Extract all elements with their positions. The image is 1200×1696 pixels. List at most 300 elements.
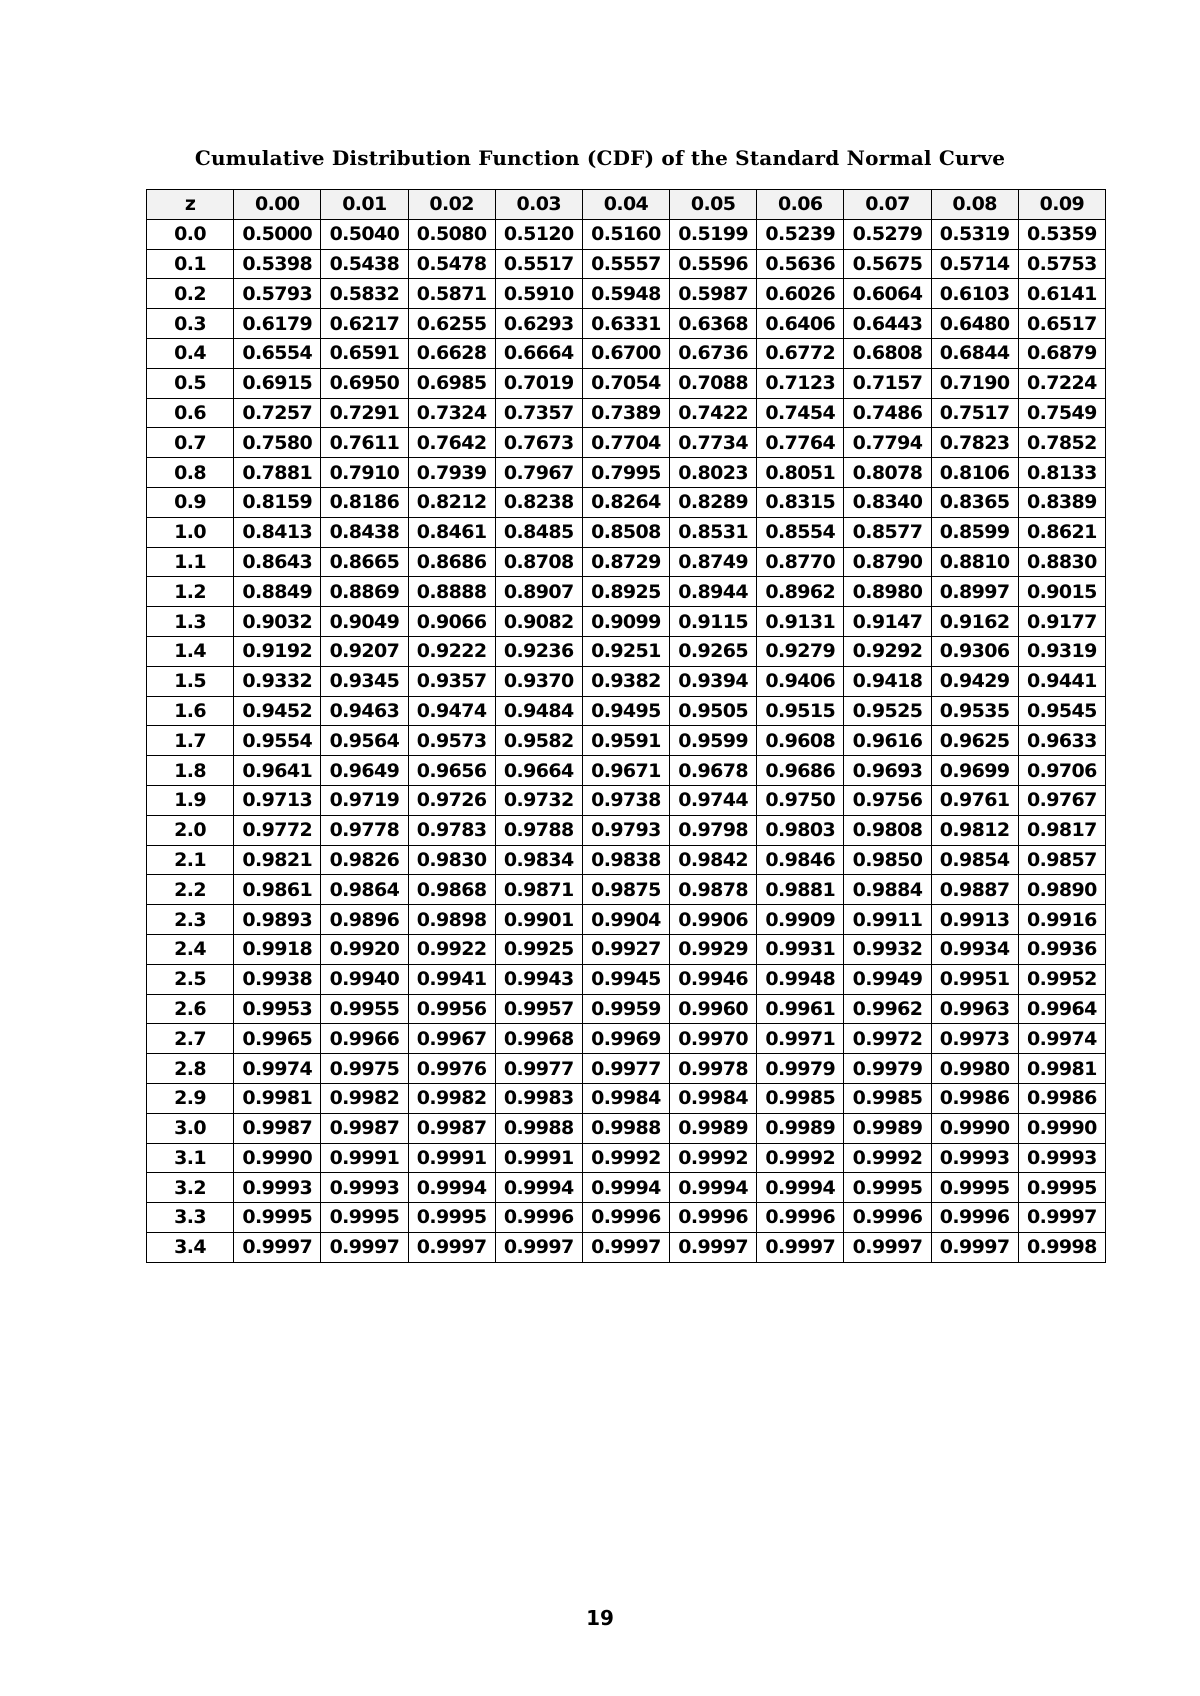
table-cell: 0.5793 [234, 279, 321, 309]
table-cell: 0.9236 [495, 636, 582, 666]
table-cell: 0.8810 [931, 547, 1018, 577]
table-cell: 0.8599 [931, 517, 1018, 547]
table-cell: 0.5279 [844, 219, 931, 249]
table-cell: 0.6879 [1018, 338, 1105, 368]
table-cell: 0.9066 [408, 607, 495, 637]
table-cell: 0.9989 [670, 1113, 757, 1143]
table-cell: 0.6480 [931, 309, 1018, 339]
table-cell: 0.9641 [234, 756, 321, 786]
table-cell: 0.8997 [931, 577, 1018, 607]
table-cell: 0.9131 [757, 607, 844, 637]
table-cell: 0.5517 [495, 249, 582, 279]
table-cell: 0.9992 [670, 1143, 757, 1173]
table-cell: 0.9995 [1018, 1173, 1105, 1203]
row-header-z: 1.7 [147, 726, 234, 756]
table-cell: 0.9977 [582, 1054, 669, 1084]
row-header-z: 3.1 [147, 1143, 234, 1173]
table-cell: 0.9997 [234, 1232, 321, 1262]
table-row [147, 1024, 1106, 1054]
row-header-z: 2.4 [147, 934, 234, 964]
row-header-z: 1.5 [147, 666, 234, 696]
table-cell: 0.9934 [931, 934, 1018, 964]
table-cell: 0.6406 [757, 309, 844, 339]
table-cell: 0.9974 [1018, 1024, 1105, 1054]
table-cell: 0.7794 [844, 428, 931, 458]
table-cell: 0.7939 [408, 458, 495, 488]
table-cell: 0.8907 [495, 577, 582, 607]
table-cell: 0.9842 [670, 845, 757, 875]
table-cell: 0.9838 [582, 845, 669, 875]
table-cell: 0.9732 [495, 785, 582, 815]
table-cell: 0.8621 [1018, 517, 1105, 547]
table-cell: 0.5199 [670, 219, 757, 249]
table-cell: 0.9946 [670, 964, 757, 994]
table-cell: 0.9913 [931, 905, 1018, 935]
table-cell: 0.5753 [1018, 249, 1105, 279]
column-header: 0.02 [408, 190, 495, 220]
table-cell: 0.8023 [670, 458, 757, 488]
table-cell: 0.8554 [757, 517, 844, 547]
table-cell: 0.9686 [757, 756, 844, 786]
table-cell: 0.9983 [495, 1083, 582, 1113]
table-cell: 0.9778 [321, 815, 408, 845]
table-cell: 0.7580 [234, 428, 321, 458]
table-cell: 0.9909 [757, 905, 844, 935]
table-cell: 0.9970 [670, 1024, 757, 1054]
table-cell: 0.9788 [495, 815, 582, 845]
table-cell: 0.9713 [234, 785, 321, 815]
table-cell: 0.9995 [844, 1173, 931, 1203]
column-header-z: z [147, 190, 234, 220]
table-cell: 0.9147 [844, 607, 931, 637]
table-cell: 0.9582 [495, 726, 582, 756]
table-cell: 0.9997 [670, 1232, 757, 1262]
table-cell: 0.6026 [757, 279, 844, 309]
table-cell: 0.9990 [234, 1143, 321, 1173]
table-cell: 0.8508 [582, 517, 669, 547]
table-cell: 0.9706 [1018, 756, 1105, 786]
table-cell: 0.9931 [757, 934, 844, 964]
table-cell: 0.8106 [931, 458, 1018, 488]
row-header-z: 2.2 [147, 875, 234, 905]
column-header: 0.08 [931, 190, 1018, 220]
table-cell: 0.9991 [495, 1143, 582, 1173]
table-cell: 0.8264 [582, 487, 669, 517]
column-header: 0.09 [1018, 190, 1105, 220]
table-row [147, 487, 1106, 517]
table-cell: 0.9738 [582, 785, 669, 815]
table-cell: 0.7967 [495, 458, 582, 488]
table-cell: 0.7291 [321, 398, 408, 428]
table-cell: 0.9949 [844, 964, 931, 994]
table-cell: 0.7823 [931, 428, 1018, 458]
table-cell: 0.6591 [321, 338, 408, 368]
table-cell: 0.5675 [844, 249, 931, 279]
table-cell: 0.9982 [321, 1083, 408, 1113]
table-cell: 0.6628 [408, 338, 495, 368]
table-row [147, 934, 1106, 964]
table-cell: 0.9972 [844, 1024, 931, 1054]
row-header-z: 1.3 [147, 607, 234, 637]
table-cell: 0.9932 [844, 934, 931, 964]
table-cell: 0.9938 [234, 964, 321, 994]
table-cell: 0.9896 [321, 905, 408, 935]
row-header-z: 0.2 [147, 279, 234, 309]
table-cell: 0.9904 [582, 905, 669, 935]
table-cell: 0.9429 [931, 666, 1018, 696]
table-cell: 0.6772 [757, 338, 844, 368]
table-cell: 0.8315 [757, 487, 844, 517]
table-cell: 0.5871 [408, 279, 495, 309]
row-header-z: 2.5 [147, 964, 234, 994]
table-cell: 0.9192 [234, 636, 321, 666]
table-row [147, 517, 1106, 547]
table-row [147, 905, 1106, 935]
table-cell: 0.9803 [757, 815, 844, 845]
table-cell: 0.9857 [1018, 845, 1105, 875]
table-cell: 0.9854 [931, 845, 1018, 875]
table-cell: 0.9678 [670, 756, 757, 786]
table-cell: 0.8944 [670, 577, 757, 607]
table-cell: 0.9948 [757, 964, 844, 994]
table-cell: 0.8888 [408, 577, 495, 607]
table-cell: 0.9966 [321, 1024, 408, 1054]
row-header-z: 0.1 [147, 249, 234, 279]
table-cell: 0.9994 [757, 1173, 844, 1203]
table-cell: 0.9452 [234, 696, 321, 726]
table-cell: 0.8159 [234, 487, 321, 517]
table-cell: 0.6141 [1018, 279, 1105, 309]
column-header: 0.06 [757, 190, 844, 220]
table-cell: 0.8980 [844, 577, 931, 607]
table-cell: 0.9988 [582, 1113, 669, 1143]
table-cell: 0.9649 [321, 756, 408, 786]
table-cell: 0.9995 [234, 1203, 321, 1233]
table-cell: 0.9871 [495, 875, 582, 905]
table-cell: 0.9911 [844, 905, 931, 935]
row-header-z: 2.9 [147, 1083, 234, 1113]
table-cell: 0.9989 [844, 1113, 931, 1143]
table-cell: 0.9929 [670, 934, 757, 964]
table-cell: 0.9986 [931, 1083, 1018, 1113]
table-cell: 0.9162 [931, 607, 1018, 637]
table-cell: 0.6736 [670, 338, 757, 368]
table-cell: 0.8051 [757, 458, 844, 488]
table-cell: 0.9985 [757, 1083, 844, 1113]
table-cell: 0.8531 [670, 517, 757, 547]
table-cell: 0.5438 [321, 249, 408, 279]
table-row [147, 428, 1106, 458]
table-cell: 0.7734 [670, 428, 757, 458]
table-cell: 0.9953 [234, 994, 321, 1024]
table-cell: 0.9992 [757, 1143, 844, 1173]
table-cell: 0.9821 [234, 845, 321, 875]
table-cell: 0.9964 [1018, 994, 1105, 1024]
row-header-z: 0.7 [147, 428, 234, 458]
table-cell: 0.9978 [670, 1054, 757, 1084]
table-cell: 0.8577 [844, 517, 931, 547]
table-row [147, 279, 1106, 309]
table-row [147, 458, 1106, 488]
table-row [147, 547, 1106, 577]
table-cell: 0.9535 [931, 696, 1018, 726]
table-cell: 0.9573 [408, 726, 495, 756]
table-cell: 0.5319 [931, 219, 1018, 249]
table-cell: 0.8869 [321, 577, 408, 607]
table-cell: 0.5557 [582, 249, 669, 279]
table-cell: 0.9996 [931, 1203, 1018, 1233]
table-cell: 0.9893 [234, 905, 321, 935]
table-row [147, 249, 1106, 279]
table-cell: 0.6844 [931, 338, 1018, 368]
table-row [147, 1232, 1106, 1262]
table-cell: 0.9505 [670, 696, 757, 726]
table-cell: 0.9981 [1018, 1054, 1105, 1084]
table-cell: 0.7704 [582, 428, 669, 458]
table-cell: 0.9750 [757, 785, 844, 815]
table-row [147, 636, 1106, 666]
table-cell: 0.9868 [408, 875, 495, 905]
table-cell: 0.9992 [844, 1143, 931, 1173]
table-cell: 0.7642 [408, 428, 495, 458]
table-cell: 0.9772 [234, 815, 321, 845]
table-cell: 0.9418 [844, 666, 931, 696]
table-row [147, 726, 1106, 756]
row-header-z: 3.2 [147, 1173, 234, 1203]
row-header-z: 2.6 [147, 994, 234, 1024]
table-cell: 0.9945 [582, 964, 669, 994]
table-cell: 0.8925 [582, 577, 669, 607]
table-cell: 0.5160 [582, 219, 669, 249]
table-cell: 0.8238 [495, 487, 582, 517]
table-cell: 0.9961 [757, 994, 844, 1024]
row-header-z: 1.8 [147, 756, 234, 786]
table-cell: 0.9292 [844, 636, 931, 666]
row-header-z: 2.0 [147, 815, 234, 845]
table-cell: 0.8749 [670, 547, 757, 577]
table-cell: 0.9965 [234, 1024, 321, 1054]
table-cell: 0.9982 [408, 1083, 495, 1113]
table-cell: 0.8485 [495, 517, 582, 547]
table-cell: 0.9974 [234, 1054, 321, 1084]
table-cell: 0.5239 [757, 219, 844, 249]
table-cell: 0.7123 [757, 368, 844, 398]
table-cell: 0.9850 [844, 845, 931, 875]
table-row [147, 1173, 1106, 1203]
table-cell: 0.8340 [844, 487, 931, 517]
table-cell: 0.9981 [234, 1083, 321, 1113]
table-cell: 0.9967 [408, 1024, 495, 1054]
table-row [147, 1054, 1106, 1084]
table-cell: 0.9979 [844, 1054, 931, 1084]
table-cell: 0.7454 [757, 398, 844, 428]
table-cell: 0.9719 [321, 785, 408, 815]
table-cell: 0.9370 [495, 666, 582, 696]
table-cell: 0.5910 [495, 279, 582, 309]
table-cell: 0.9996 [757, 1203, 844, 1233]
row-header-z: 0.6 [147, 398, 234, 428]
table-cell: 0.9890 [1018, 875, 1105, 905]
table-cell: 0.9875 [582, 875, 669, 905]
row-header-z: 2.8 [147, 1054, 234, 1084]
table-cell: 0.9997 [931, 1232, 1018, 1262]
table-cell: 0.9115 [670, 607, 757, 637]
table-cell: 0.6293 [495, 309, 582, 339]
table-cell: 0.7881 [234, 458, 321, 488]
table-cell: 0.8665 [321, 547, 408, 577]
table-cell: 0.9994 [670, 1173, 757, 1203]
table-row [147, 309, 1106, 339]
table-cell: 0.9979 [757, 1054, 844, 1084]
table-cell: 0.5080 [408, 219, 495, 249]
table-cell: 0.8289 [670, 487, 757, 517]
table-cell: 0.9936 [1018, 934, 1105, 964]
column-header: 0.07 [844, 190, 931, 220]
table-cell: 0.9991 [408, 1143, 495, 1173]
row-header-z: 3.0 [147, 1113, 234, 1143]
table-cell: 0.8849 [234, 577, 321, 607]
table-cell: 0.9861 [234, 875, 321, 905]
table-cell: 0.9015 [1018, 577, 1105, 607]
table-cell: 0.7324 [408, 398, 495, 428]
table-cell: 0.9798 [670, 815, 757, 845]
table-cell: 0.6664 [495, 338, 582, 368]
table-cell: 0.8962 [757, 577, 844, 607]
table-cell: 0.7224 [1018, 368, 1105, 398]
table-cell: 0.9887 [931, 875, 1018, 905]
table-cell: 0.8186 [321, 487, 408, 517]
table-cell: 0.9251 [582, 636, 669, 666]
table-cell: 0.9995 [408, 1203, 495, 1233]
table-cell: 0.6808 [844, 338, 931, 368]
table-cell: 0.7422 [670, 398, 757, 428]
table-cell: 0.7389 [582, 398, 669, 428]
row-header-z: 1.9 [147, 785, 234, 815]
table-cell: 0.7549 [1018, 398, 1105, 428]
table-cell: 0.5636 [757, 249, 844, 279]
table-row [147, 815, 1106, 845]
table-cell: 0.9564 [321, 726, 408, 756]
table-cell: 0.9878 [670, 875, 757, 905]
table-cell: 0.9997 [844, 1232, 931, 1262]
table-cell: 0.9990 [1018, 1113, 1105, 1143]
table-cell: 0.8686 [408, 547, 495, 577]
row-header-z: 1.4 [147, 636, 234, 666]
row-header-z: 2.3 [147, 905, 234, 935]
table-cell: 0.6255 [408, 309, 495, 339]
row-header-z: 0.0 [147, 219, 234, 249]
table-cell: 0.6331 [582, 309, 669, 339]
table-cell: 0.6915 [234, 368, 321, 398]
table-cell: 0.6217 [321, 309, 408, 339]
table-cell: 0.8078 [844, 458, 931, 488]
table-cell: 0.8389 [1018, 487, 1105, 517]
table-cell: 0.9279 [757, 636, 844, 666]
table-cell: 0.6700 [582, 338, 669, 368]
table-cell: 0.9998 [1018, 1232, 1105, 1262]
page-title: Cumulative Distribution Function (CDF) of the Standard Normal Curve [194, 146, 1006, 170]
table-cell: 0.5987 [670, 279, 757, 309]
table-cell: 0.9940 [321, 964, 408, 994]
table-cell: 0.6950 [321, 368, 408, 398]
table-cell: 0.9793 [582, 815, 669, 845]
table-cell: 0.9625 [931, 726, 1018, 756]
table-cell: 0.7995 [582, 458, 669, 488]
table-cell: 0.8643 [234, 547, 321, 577]
row-header-z: 0.9 [147, 487, 234, 517]
column-header: 0.05 [670, 190, 757, 220]
table-cell: 0.9973 [931, 1024, 1018, 1054]
table-cell: 0.7357 [495, 398, 582, 428]
table-cell: 0.8830 [1018, 547, 1105, 577]
row-header-z: 1.6 [147, 696, 234, 726]
table-cell: 0.9901 [495, 905, 582, 935]
page-number: 19 [586, 1606, 614, 1630]
table-cell: 0.9906 [670, 905, 757, 935]
table-cell: 0.9996 [495, 1203, 582, 1233]
table-cell: 0.9918 [234, 934, 321, 964]
table-cell: 0.7088 [670, 368, 757, 398]
table-cell: 0.9808 [844, 815, 931, 845]
table-cell: 0.9993 [1018, 1143, 1105, 1173]
row-header-z: 1.1 [147, 547, 234, 577]
table-cell: 0.9608 [757, 726, 844, 756]
table-cell: 0.9726 [408, 785, 495, 815]
table-cell: 0.9984 [582, 1083, 669, 1113]
table-row [147, 577, 1106, 607]
table-cell: 0.9394 [670, 666, 757, 696]
table-cell: 0.6064 [844, 279, 931, 309]
table-cell: 0.7852 [1018, 428, 1105, 458]
table-cell: 0.9997 [408, 1232, 495, 1262]
table-cell: 0.7764 [757, 428, 844, 458]
table-cell: 0.9927 [582, 934, 669, 964]
table-cell: 0.7673 [495, 428, 582, 458]
row-header-z: 2.1 [147, 845, 234, 875]
table-row [147, 964, 1106, 994]
table-cell: 0.5714 [931, 249, 1018, 279]
table-row [147, 368, 1106, 398]
table-row [147, 756, 1106, 786]
table-cell: 0.9995 [931, 1173, 1018, 1203]
row-header-z: 0.8 [147, 458, 234, 488]
table-cell: 0.9484 [495, 696, 582, 726]
table-cell: 0.9994 [408, 1173, 495, 1203]
row-header-z: 1.2 [147, 577, 234, 607]
table-cell: 0.9992 [582, 1143, 669, 1173]
table-cell: 0.9032 [234, 607, 321, 637]
table-cell: 0.5000 [234, 219, 321, 249]
table-cell: 0.9995 [321, 1203, 408, 1233]
table-cell: 0.9495 [582, 696, 669, 726]
column-header: 0.01 [321, 190, 408, 220]
table-cell: 0.5478 [408, 249, 495, 279]
table-row [147, 666, 1106, 696]
table-cell: 0.8461 [408, 517, 495, 547]
column-header: 0.00 [234, 190, 321, 220]
row-header-z: 0.5 [147, 368, 234, 398]
table-cell: 0.9955 [321, 994, 408, 1024]
table-cell: 0.9817 [1018, 815, 1105, 845]
table-cell: 0.6368 [670, 309, 757, 339]
table-cell: 0.9830 [408, 845, 495, 875]
table-body [147, 219, 1106, 1262]
table-row [147, 607, 1106, 637]
table-cell: 0.9943 [495, 964, 582, 994]
table-cell: 0.9997 [321, 1232, 408, 1262]
table-cell: 0.8729 [582, 547, 669, 577]
table-cell: 0.9826 [321, 845, 408, 875]
